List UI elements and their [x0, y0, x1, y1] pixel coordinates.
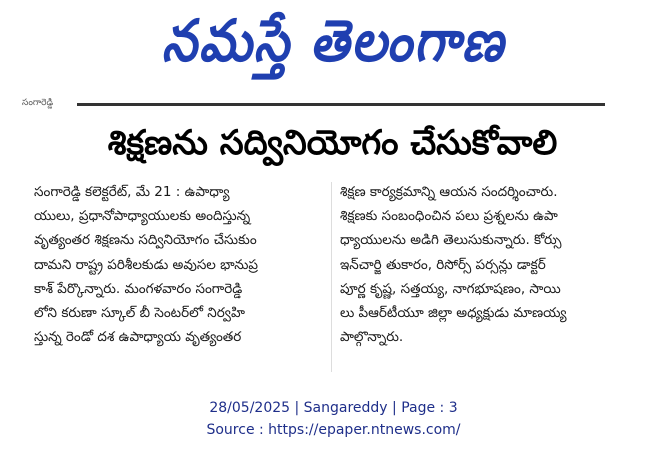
text-line: ధ్యాయులను అడిగి తెలుసుకున్నారు. కోర్సు — [340, 232, 562, 249]
masthead — [0, 2, 667, 80]
location-kicker: సంగారెడ్డి — [22, 98, 54, 108]
newspaper-logo-title: నమస్తే తెలంగాణ — [161, 6, 506, 75]
text-line: లు పీఆర్‌టీయూ జిల్లా అధ్యక్షుడు మాణయ్య — [340, 304, 567, 321]
text-line: యులు, ప్రధానోపాధ్యాయులకు అందిస్తున్న — [34, 208, 251, 225]
text-line: పూర్ణ కృష్ణ, సత్తయ్య, నాగభూషణం, సాయి — [340, 280, 561, 297]
article-column-right — [340, 180, 632, 349]
text-line: శిక్షణకు సంబంధించిన పలు ప్రశ్నలను ఉపా — [340, 208, 558, 225]
source-footer — [0, 397, 667, 441]
text-line: కాశ్ పేర్కొన్నారు. మంగళవారం సంగారెడ్డి — [34, 280, 243, 297]
article-headline: శిక్షణను సద్వినియోగం చేసుకోవాలి — [107, 123, 558, 163]
section-rule — [77, 103, 605, 106]
text-line: ఇన్‌చార్జి తుకారం, రిసోర్స్ పర్సన్లు డాక్టర్ — [340, 256, 546, 273]
column-divider — [331, 182, 332, 372]
text-line: లోని కరుణా స్కూల్ బీ సెంటర్‌లో నిర్వహి — [34, 304, 245, 321]
source-link[interactable]: Source : https://epaper.ntnews.com/ — [206, 422, 461, 438]
text-line: స్తున్న రెండో దశ ఉపాధ్యాయ వృత్యంతర — [34, 329, 242, 346]
text-line: పాల్గొన్నారు. — [340, 329, 404, 346]
text-line: దామని రాష్ట్ర పరిశీలకుడు అవుసల భానుప్ర — [34, 256, 258, 273]
article-column-left — [34, 180, 324, 349]
text-line: వృత్యంతర శిక్షణను సద్వినియోగం చేసుకుం — [34, 232, 257, 249]
text-line: సంగారెడ్డి కలెక్టరేట్, మే 21 : ఉపాధ్యా — [34, 184, 230, 200]
section-header — [22, 97, 587, 109]
text-line: శిక్షణ కార్యక్రమాన్ని ఆయన సందర్శించారు. — [340, 184, 558, 200]
edition-info: 28/05/2025 | Sangareddy | Page : 3 — [209, 400, 458, 416]
